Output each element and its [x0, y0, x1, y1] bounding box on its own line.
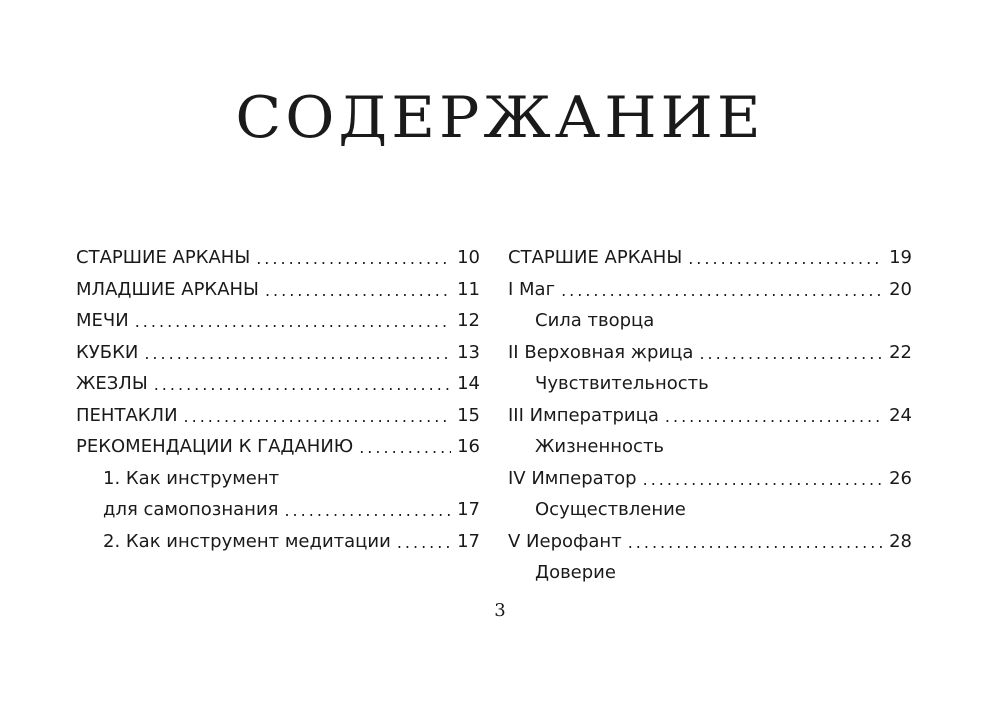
- toc-subentry-hierophant[interactable]: [508, 557, 912, 589]
- page-number: 3: [494, 600, 506, 621]
- toc-entry-page: 17: [457, 530, 480, 552]
- toc-entry-label: СТАРШИЕ АРКАНЫ: [76, 247, 251, 269]
- toc-entry-page: 13: [457, 341, 480, 363]
- toc-entry-label: I Маг: [508, 278, 556, 300]
- toc-entry-page: 20: [889, 278, 912, 300]
- toc-entry-label: 1. Как инструмент: [103, 467, 280, 489]
- toc-subentry-magician[interactable]: [508, 305, 912, 337]
- toc-subentry-self-knowledge-cont[interactable]: [76, 494, 480, 526]
- toc-entry-page: 26: [889, 467, 912, 489]
- toc-subentry-high-priestess[interactable]: [508, 368, 912, 400]
- toc-subentry-emperor[interactable]: [508, 494, 912, 526]
- toc-entry-label: Осуществление: [535, 499, 686, 521]
- toc-entry-label: МЛАДШИЕ АРКАНЫ: [76, 278, 259, 300]
- dot-leader: [359, 438, 451, 457]
- page-title: СОДЕРЖАНИЕ: [235, 84, 765, 152]
- toc-entry-emperor[interactable]: [508, 463, 912, 495]
- toc-entry-page: 22: [889, 341, 912, 363]
- toc-entry-label: МЕЧИ: [76, 310, 129, 332]
- toc-entry-pentacles[interactable]: [76, 400, 480, 432]
- toc-entry-page: 24: [889, 404, 912, 426]
- toc-entry-senior-arcana-2[interactable]: [508, 242, 912, 274]
- toc-entry-high-priestess[interactable]: [508, 337, 912, 369]
- toc-entry-label: V Иерофант: [508, 530, 622, 552]
- toc-entry-page: 15: [457, 404, 480, 426]
- toc-entry-magician[interactable]: [508, 274, 912, 306]
- toc-subentry-meditation[interactable]: [76, 526, 480, 558]
- toc-entry-label: 2. Как инструмент медитации: [103, 530, 391, 552]
- toc-entry-page: 28: [889, 530, 912, 552]
- toc-entry-page: 17: [457, 499, 480, 521]
- toc-entry-label: РЕКОМЕНДАЦИИ К ГАДАНИЮ: [76, 436, 354, 458]
- toc-entry-senior-arcana[interactable]: [76, 242, 480, 274]
- toc-entry-page: 14: [457, 373, 480, 395]
- dot-leader: [135, 312, 451, 331]
- toc-entry-label: СТАРШИЕ АРКАНЫ: [508, 247, 683, 269]
- toc-entry-minor-arcana[interactable]: [76, 274, 480, 306]
- toc-right-column: [508, 242, 912, 589]
- toc-entry-label: ЖЕЗЛЫ: [76, 373, 148, 395]
- toc-entry-label: Сила творца: [535, 310, 655, 332]
- toc-entry-empress[interactable]: [508, 400, 912, 432]
- toc-entry-hierophant[interactable]: [508, 526, 912, 558]
- dot-leader: [265, 281, 451, 300]
- toc-entry-swords[interactable]: [76, 305, 480, 337]
- dot-leader: [665, 407, 883, 426]
- toc-entry-label: КУБКИ: [76, 341, 139, 363]
- toc-entry-page: 10: [457, 247, 480, 269]
- dot-leader: [643, 470, 883, 489]
- toc-entry-page: 16: [457, 436, 480, 458]
- dot-leader: [184, 407, 452, 426]
- dot-leader: [561, 281, 883, 300]
- dot-leader: [154, 375, 451, 394]
- toc-entry-page: 12: [457, 310, 480, 332]
- toc-entry-label: III Императрица: [508, 404, 659, 426]
- dot-leader: [628, 533, 883, 552]
- toc-entry-label: II Верховная жрица: [508, 341, 694, 363]
- toc-entry-wands[interactable]: [76, 368, 480, 400]
- toc-entry-label: IV Император: [508, 467, 637, 489]
- toc-entry-cups[interactable]: [76, 337, 480, 369]
- toc-entry-page: 11: [457, 278, 480, 300]
- dot-leader: [144, 344, 451, 363]
- toc-entry-label: ПЕНТАКЛИ: [76, 404, 178, 426]
- toc-left-column: [76, 242, 480, 557]
- toc-entry-label: Жизненность: [535, 436, 665, 458]
- toc-subentry-self-knowledge[interactable]: [76, 463, 480, 495]
- toc-entry-label: для самопознания: [103, 499, 279, 521]
- dot-leader: [397, 533, 451, 552]
- toc-entry-label: Доверие: [535, 562, 616, 584]
- dot-leader: [688, 249, 883, 268]
- dot-leader: [284, 501, 451, 520]
- dot-leader: [256, 249, 451, 268]
- dot-leader: [699, 344, 883, 363]
- toc-entry-reading-tips[interactable]: [76, 431, 480, 463]
- toc-entry-label: Чувствительность: [535, 373, 709, 395]
- toc-entry-page: 19: [889, 247, 912, 269]
- toc-subentry-empress[interactable]: [508, 431, 912, 463]
